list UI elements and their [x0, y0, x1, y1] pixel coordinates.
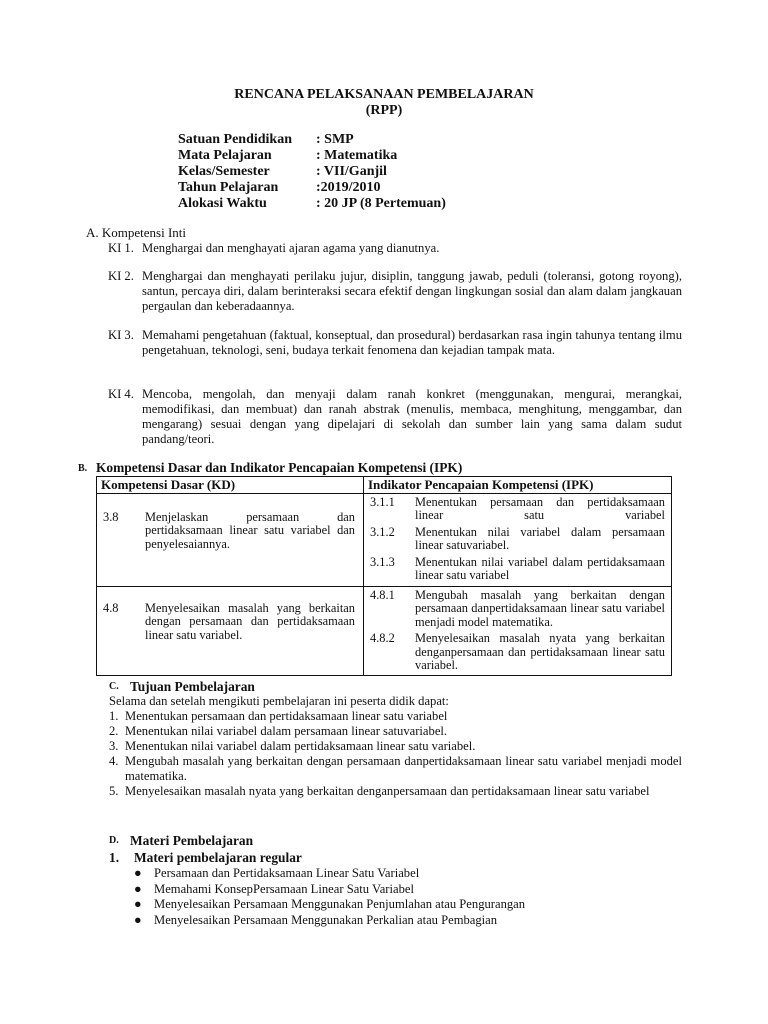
table-row [97, 586, 672, 675]
list-item: 4. Mengubah masalah yang berkaitan dengan persamaan danpertidaksamaan linear satu variabel menjadi model matematika. [109, 754, 682, 783]
identity-value: : VII/Ganjil [316, 164, 387, 179]
subsection-number: 1. [109, 850, 120, 865]
ipk-item [370, 526, 665, 553]
kd-cell [97, 586, 364, 675]
identity-label: Alokasi Waktu [178, 196, 267, 211]
ipk-text: Menentukan nilai variabel dalam pertidaksamaan linear satu variabel [415, 554, 665, 582]
ki-text: Menghargai dan menghayati ajaran agama yang dianutnya. [142, 241, 440, 255]
table-header-ipk: Indikator Pencapaian Kompetensi (IPK) [364, 477, 672, 494]
ki-item [108, 387, 682, 447]
identity-row [178, 180, 446, 196]
table-row [97, 493, 672, 586]
bullet-icon: ● [134, 897, 142, 912]
identity-value: : 20 JP (8 Pertemuan) [316, 196, 446, 211]
table-header-kd: Kompetensi Dasar (KD) [97, 477, 364, 494]
ipk-text: Mengubah masalah yang berkaitan dengan persamaan danpertidaksamaan linear satu variabel menjadi model matematika. [415, 587, 665, 629]
section-a-heading: A. Kompetensi Inti [86, 225, 187, 240]
list-item: 2. Menentukan nilai variabel dalam persamaan linear satuvariabel. [109, 724, 448, 738]
section-c-heading: Tujuan Pembelajaran [130, 679, 255, 694]
section-b-letter: B. [78, 463, 88, 474]
ipk-number: 3.1.2 [370, 524, 395, 539]
ipk-number: 3.1.1 [370, 494, 395, 509]
ipk-item [370, 589, 665, 630]
kd-item [103, 602, 355, 643]
identity-label: Mata Pelajaran [178, 148, 272, 163]
objectives-list [109, 709, 682, 799]
identity-value: : SMP [316, 132, 354, 147]
list-item: ● Persamaan dan Pertidaksamaan Linear Satu Variabel [134, 866, 420, 880]
ipk-item [370, 632, 665, 673]
section-b-heading: Kompetensi Dasar dan Indikator Pencapaian Kompetensi (IPK) [96, 460, 463, 475]
ipk-text: Menentukan persamaan dan pertidaksamaan linear satu variabel [415, 494, 665, 522]
ipk-text: Menyelesaikan masalah nyata yang berkaitan denganpersamaan dan pertidaksamaan linear satu variabel. [415, 631, 665, 672]
identity-row [178, 196, 446, 212]
bullet-icon: ● [134, 912, 142, 927]
subsection-heading: Materi pembelajaran regular [134, 850, 302, 865]
section-c-letter: C. [109, 681, 119, 692]
document-subtitle: (RPP) [365, 103, 403, 118]
list-item: ● Menyelesaikan Persamaan Menggunakan Perkalian atau Pembagian [134, 912, 498, 927]
ipk-cell [364, 493, 672, 586]
identity-row [178, 132, 446, 148]
identity-label: Tahun Pelajaran [178, 180, 279, 195]
list-item: 3. Menentukan nilai variabel dalam pertidaksamaan linear satu variabel. [109, 739, 476, 753]
kd-number: 3.8 [103, 509, 119, 524]
identity-row [178, 148, 446, 164]
document-title: RENCANA PELAKSANAAN PEMBELAJARAN [234, 87, 534, 102]
ki-item [108, 269, 682, 314]
competency-table [96, 476, 672, 676]
bullet-icon: ● [134, 866, 142, 880]
ki-number: KI 2. [108, 269, 134, 283]
ipk-number: 4.8.1 [370, 587, 395, 602]
table-header-row [97, 477, 672, 494]
ipk-item [370, 556, 665, 583]
list-item: ● Memahami KonsepPersamaan Linear Satu Variabel [134, 881, 414, 896]
ki-item [108, 328, 682, 358]
ipk-number: 4.8.2 [370, 631, 395, 645]
ki-number: KI 1. [108, 241, 134, 255]
ki-text: Memahami pengetahuan (faktual, konseptual, dan prosedural) berdasarkan rasa ingin tahunya tentang ilmu pengetahuan, teknologi, seni, budaya terkait fenomena dan kejadian tampak mata. [142, 328, 682, 357]
ki-item [108, 241, 682, 256]
section-c-intro: Selama dan setelah mengikuti pembelajaran ini peserta didik dapat: [109, 694, 449, 708]
ipk-number: 3.1.3 [370, 554, 395, 569]
identity-label: Satuan Pendidikan [178, 132, 292, 147]
list-item: 5. Menyelesaikan masalah nyata yang berkaitan denganpersamaan dan pertidaksamaan linear satu variabel [109, 784, 650, 798]
identity-label: Kelas/Semester [178, 164, 270, 179]
ki-number: KI 4. [108, 387, 134, 401]
ipk-cell [364, 586, 672, 675]
kd-text: Menjelaskan persamaan dan pertidaksamaan linear satu variabel dan penyelesaiannya. [145, 509, 355, 551]
kd-text: Menyelesaikan masalah yang berkaitan dengan persamaan dan pertidaksamaan linear satu variabel. [145, 600, 355, 642]
list-item: 1. Menentukan persamaan dan pertidaksamaan linear satu variabel [109, 709, 448, 723]
kd-number: 4.8 [103, 600, 119, 615]
kd-cell [97, 493, 364, 586]
identity-value: : Matematika [316, 148, 398, 163]
identity-block [178, 132, 446, 212]
list-item: ● Menyelesaikan Persamaan Menggunakan Penjumlahan atau Pengurangan [134, 897, 526, 912]
ipk-item [370, 496, 665, 523]
section-d-letter: D. [109, 835, 119, 846]
ipk-text: Menentukan nilai variabel dalam persamaan linear satuvariabel. [415, 524, 665, 552]
bullet-icon: ● [134, 881, 142, 896]
materials-list [108, 866, 682, 928]
ki-text: Menghargai dan menghayati perilaku jujur, disiplin, tanggung jawab, peduli (toleransi, gotong royong), santun, percaya diri, dalam berinteraksi secara efektif dengan lingkungan sosial dan alam dalam jangkauan pergaulan dan keberadaannya. [142, 269, 682, 313]
kd-item [103, 511, 355, 552]
ki-number: KI 3. [108, 328, 134, 342]
identity-value: :2019/2010 [316, 180, 381, 195]
section-d-heading: Materi Pembelajaran [130, 833, 254, 848]
identity-row [178, 164, 446, 180]
ki-text: Mencoba, mengolah, dan menyaji dalam ranah konkret (menggunakan, mengurai, merangkai, memodifikasi, dan membuat) dan ranah abstrak (menulis, membaca, menghitung, menggambar, dan mengarang) sesuai dengan yang dipelajari di sekolah dan sumber lain yang sama dalam sudut pandang/teori. [142, 387, 682, 446]
